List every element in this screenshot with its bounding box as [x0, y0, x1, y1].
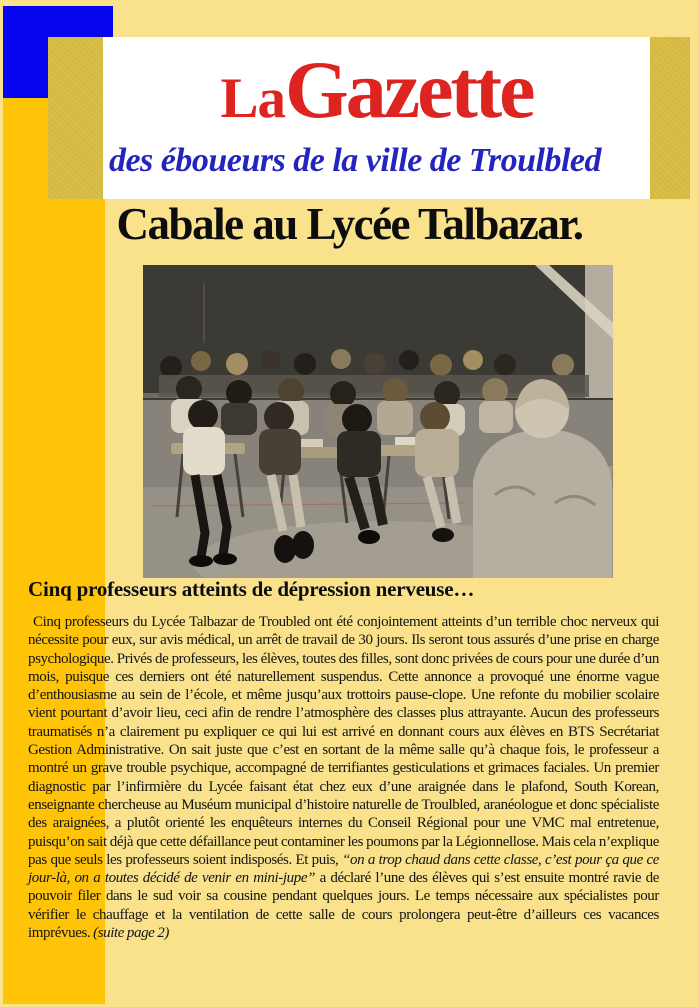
masthead-subtitle: des éboueurs de la ville de Troulbled [108, 142, 602, 179]
article-headline: Cabale au Lycée Talbazar. [116, 199, 583, 249]
classroom-photo-illustration [143, 265, 613, 578]
masthead-title-la: La [220, 67, 285, 130]
article-paragraph-segment: “on a trop chaud dans cette classe, c’est pour ça que ce jour-là, on a toutes décidé de venir en mini-jupe” [28, 851, 659, 887]
masthead-title-main: Gazette [284, 44, 533, 135]
article-paragraph-segment: Cinq professeurs du Lycée Talbazar de Troubled ont été conjointement atteints d’un terrible choc nerveux qui nécessite pour eux, sur avis médical, un arrêt de travail de 30 jours. Ils seront tous assurés d’une prise en charge psychologique. Privés de professeurs, les élèves, toutes des filles, sont donc privées de cours pour une durée d’un mois, puisque ces derniers ont été naturellement suspendus. Cette annonce a provoqué une énorme vague d’enthousiasme au sein de l’école, et même jusqu’aux trottoirs pause-clope. Une refonte du mobilier scolaire vient pourtant d’avoir lieu, ceci afin de rendre l’atmosphère des classes plus attrayante. Aucun des professeurs traumatisés n’a clairement pu expliquer ce qui lui est arrivé en donnant cours aux élèves en BTS Secrétariat Gestion Administrative. On sait juste que c’est en sortant de la même salle qu’à chaque fois, le professeur a montré un grave trouble psychique, accompagné de terrifiantes gesticulations et grimaces faciales. Un premier diagnostic par l’infirmière du Lycée faisant état chez eux d’une araignée dans le plafond, South Korean, enseignante chercheuse au Muséum municipal d’histoire naturelle de Troulbled, aranéologue et donc spécialiste des araignées, a plutôt orienté les enquêteurs internes du Conseil Régional pour une VMC mal entretenue, puisqu’on sait déjà que cette défaillance peut contaminer les poumons par la Légionnellose. Mais cela n’explique pas que seuls les professeurs soient indisposés. Et puis, [28, 614, 659, 868]
article-paragraph-segment: a déclaré l’une des élèves qui s’est ensuite montré ravie de pouvoir filer dans le sud voir sa cousine pendant quelques jours. Le temps nécessaire aux spécialistes pour vérifier le chauffage et la ventilation de cette salle de cours prolongera peut-être d’ailleurs ces vacances imprévues. [28, 870, 659, 942]
article-paragraph-segment: (suite page 2) [93, 925, 169, 942]
article-paragraph [28, 613, 659, 942]
classroom-photo [143, 265, 613, 578]
masthead-title [103, 40, 650, 145]
article-subheading: Cinq professeurs atteints de dépression nerveuse… [28, 577, 475, 601]
